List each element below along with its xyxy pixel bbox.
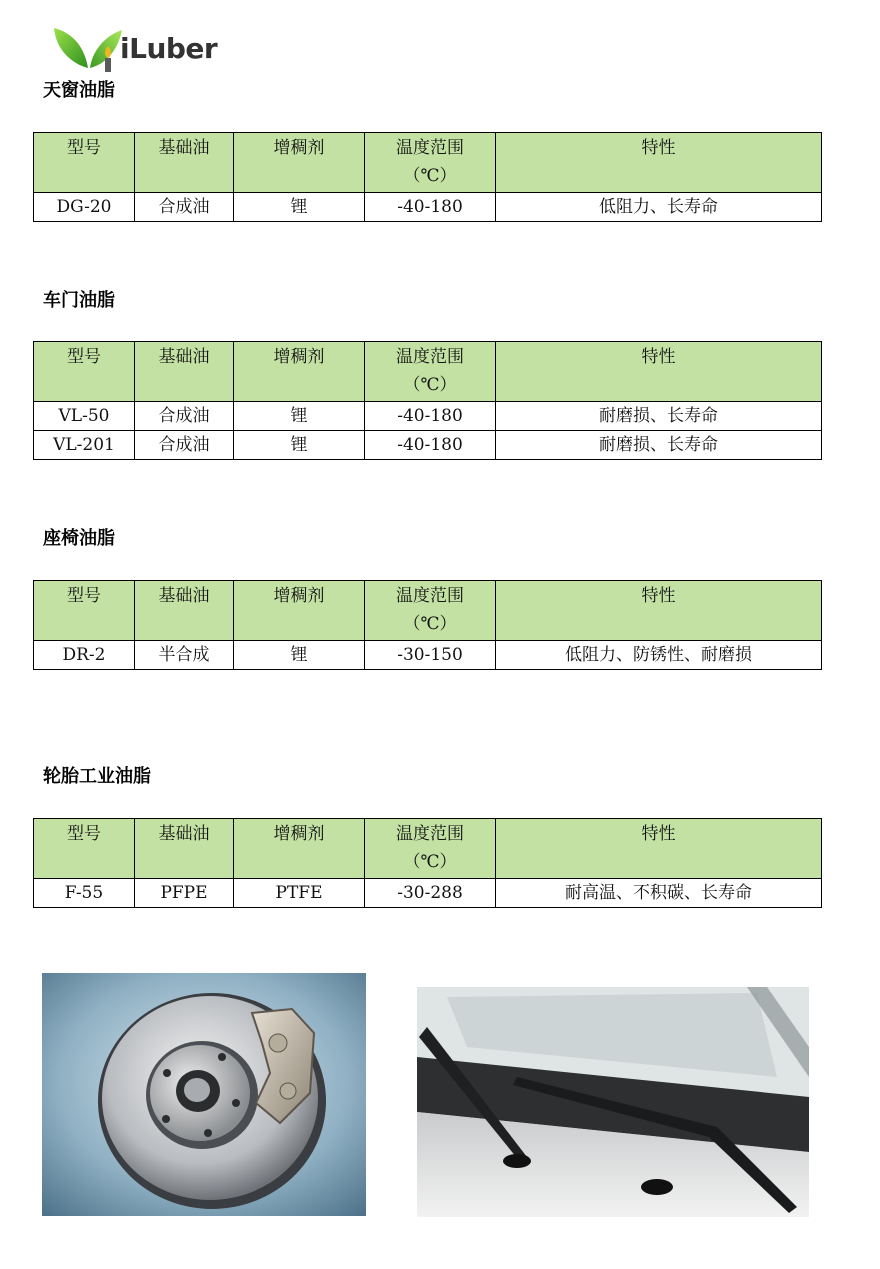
table-row — [34, 402, 822, 431]
cell-base-oil: 合成油 — [135, 402, 234, 431]
cell-base-oil: PFPE — [135, 879, 234, 908]
cell-model: VL-201 — [34, 431, 135, 460]
table-row — [34, 193, 822, 222]
header-model: 型号 — [34, 133, 135, 193]
header-properties: 特性 — [496, 819, 822, 879]
cell-temp-range: -40-180 — [365, 402, 496, 431]
table-row — [34, 641, 822, 670]
cell-temp-range: -40-180 — [365, 431, 496, 460]
header-thickener: 增稠剂 — [234, 133, 365, 193]
header-model: 型号 — [34, 342, 135, 402]
cell-thickener: 锂 — [234, 402, 365, 431]
spec-table-tire — [33, 818, 822, 908]
header-temp-range: 温度范围 （℃） — [365, 581, 496, 641]
table-header-row — [34, 342, 822, 402]
header-model: 型号 — [34, 581, 135, 641]
section-title-tire: 轮胎工业油脂 — [43, 766, 151, 787]
header-thickener: 增稠剂 — [234, 342, 365, 402]
cell-model: VL-50 — [34, 402, 135, 431]
header-base-oil: 基础油 — [135, 581, 234, 641]
leaf-icon — [52, 24, 124, 74]
header-thickener: 增稠剂 — [234, 581, 365, 641]
header-properties: 特性 — [496, 342, 822, 402]
cell-thickener: 锂 — [234, 431, 365, 460]
header-thickener: 增稠剂 — [234, 819, 365, 879]
logo-text: iLuber — [120, 32, 218, 65]
spec-table-sunroof — [33, 132, 822, 222]
cell-base-oil: 合成油 — [135, 193, 234, 222]
cell-properties: 耐磨损、长寿命 — [496, 431, 822, 460]
section-title-seat: 座椅油脂 — [43, 528, 115, 549]
header-base-oil: 基础油 — [135, 342, 234, 402]
table-header-row — [34, 819, 822, 879]
cell-properties: 耐磨损、长寿命 — [496, 402, 822, 431]
iluber-logo — [52, 24, 227, 74]
header-temp-range: 温度范围 （℃） — [365, 819, 496, 879]
table-row — [34, 879, 822, 908]
cell-base-oil: 合成油 — [135, 431, 234, 460]
cell-properties: 低阻力、防锈性、耐磨损 — [496, 641, 822, 670]
table-header-row — [34, 581, 822, 641]
cell-model: F-55 — [34, 879, 135, 908]
spec-table-door — [33, 341, 822, 460]
header-model: 型号 — [34, 819, 135, 879]
windshield-wiper-photo — [417, 987, 809, 1217]
header-base-oil: 基础油 — [135, 819, 234, 879]
header-base-oil: 基础油 — [135, 133, 234, 193]
cell-thickener: 锂 — [234, 641, 365, 670]
section-title-sunroof: 天窗油脂 — [43, 80, 115, 101]
section-title-door: 车门油脂 — [43, 290, 115, 311]
header-properties: 特性 — [496, 581, 822, 641]
spec-table-seat — [33, 580, 822, 670]
cell-base-oil: 半合成 — [135, 641, 234, 670]
header-temp-range: 温度范围 （℃） — [365, 133, 496, 193]
cell-properties: 低阻力、长寿命 — [496, 193, 822, 222]
cell-model: DG-20 — [34, 193, 135, 222]
header-temp-range: 温度范围 （℃） — [365, 342, 496, 402]
cell-temp-range: -30-288 — [365, 879, 496, 908]
cell-temp-range: -30-150 — [365, 641, 496, 670]
header-properties: 特性 — [496, 133, 822, 193]
cell-properties: 耐高温、不积碳、长寿命 — [496, 879, 822, 908]
table-header-row — [34, 133, 822, 193]
table-row — [34, 431, 822, 460]
cell-temp-range: -40-180 — [365, 193, 496, 222]
cell-thickener: 锂 — [234, 193, 365, 222]
brake-disc-photo — [42, 973, 366, 1216]
cell-model: DR-2 — [34, 641, 135, 670]
cell-thickener: PTFE — [234, 879, 365, 908]
